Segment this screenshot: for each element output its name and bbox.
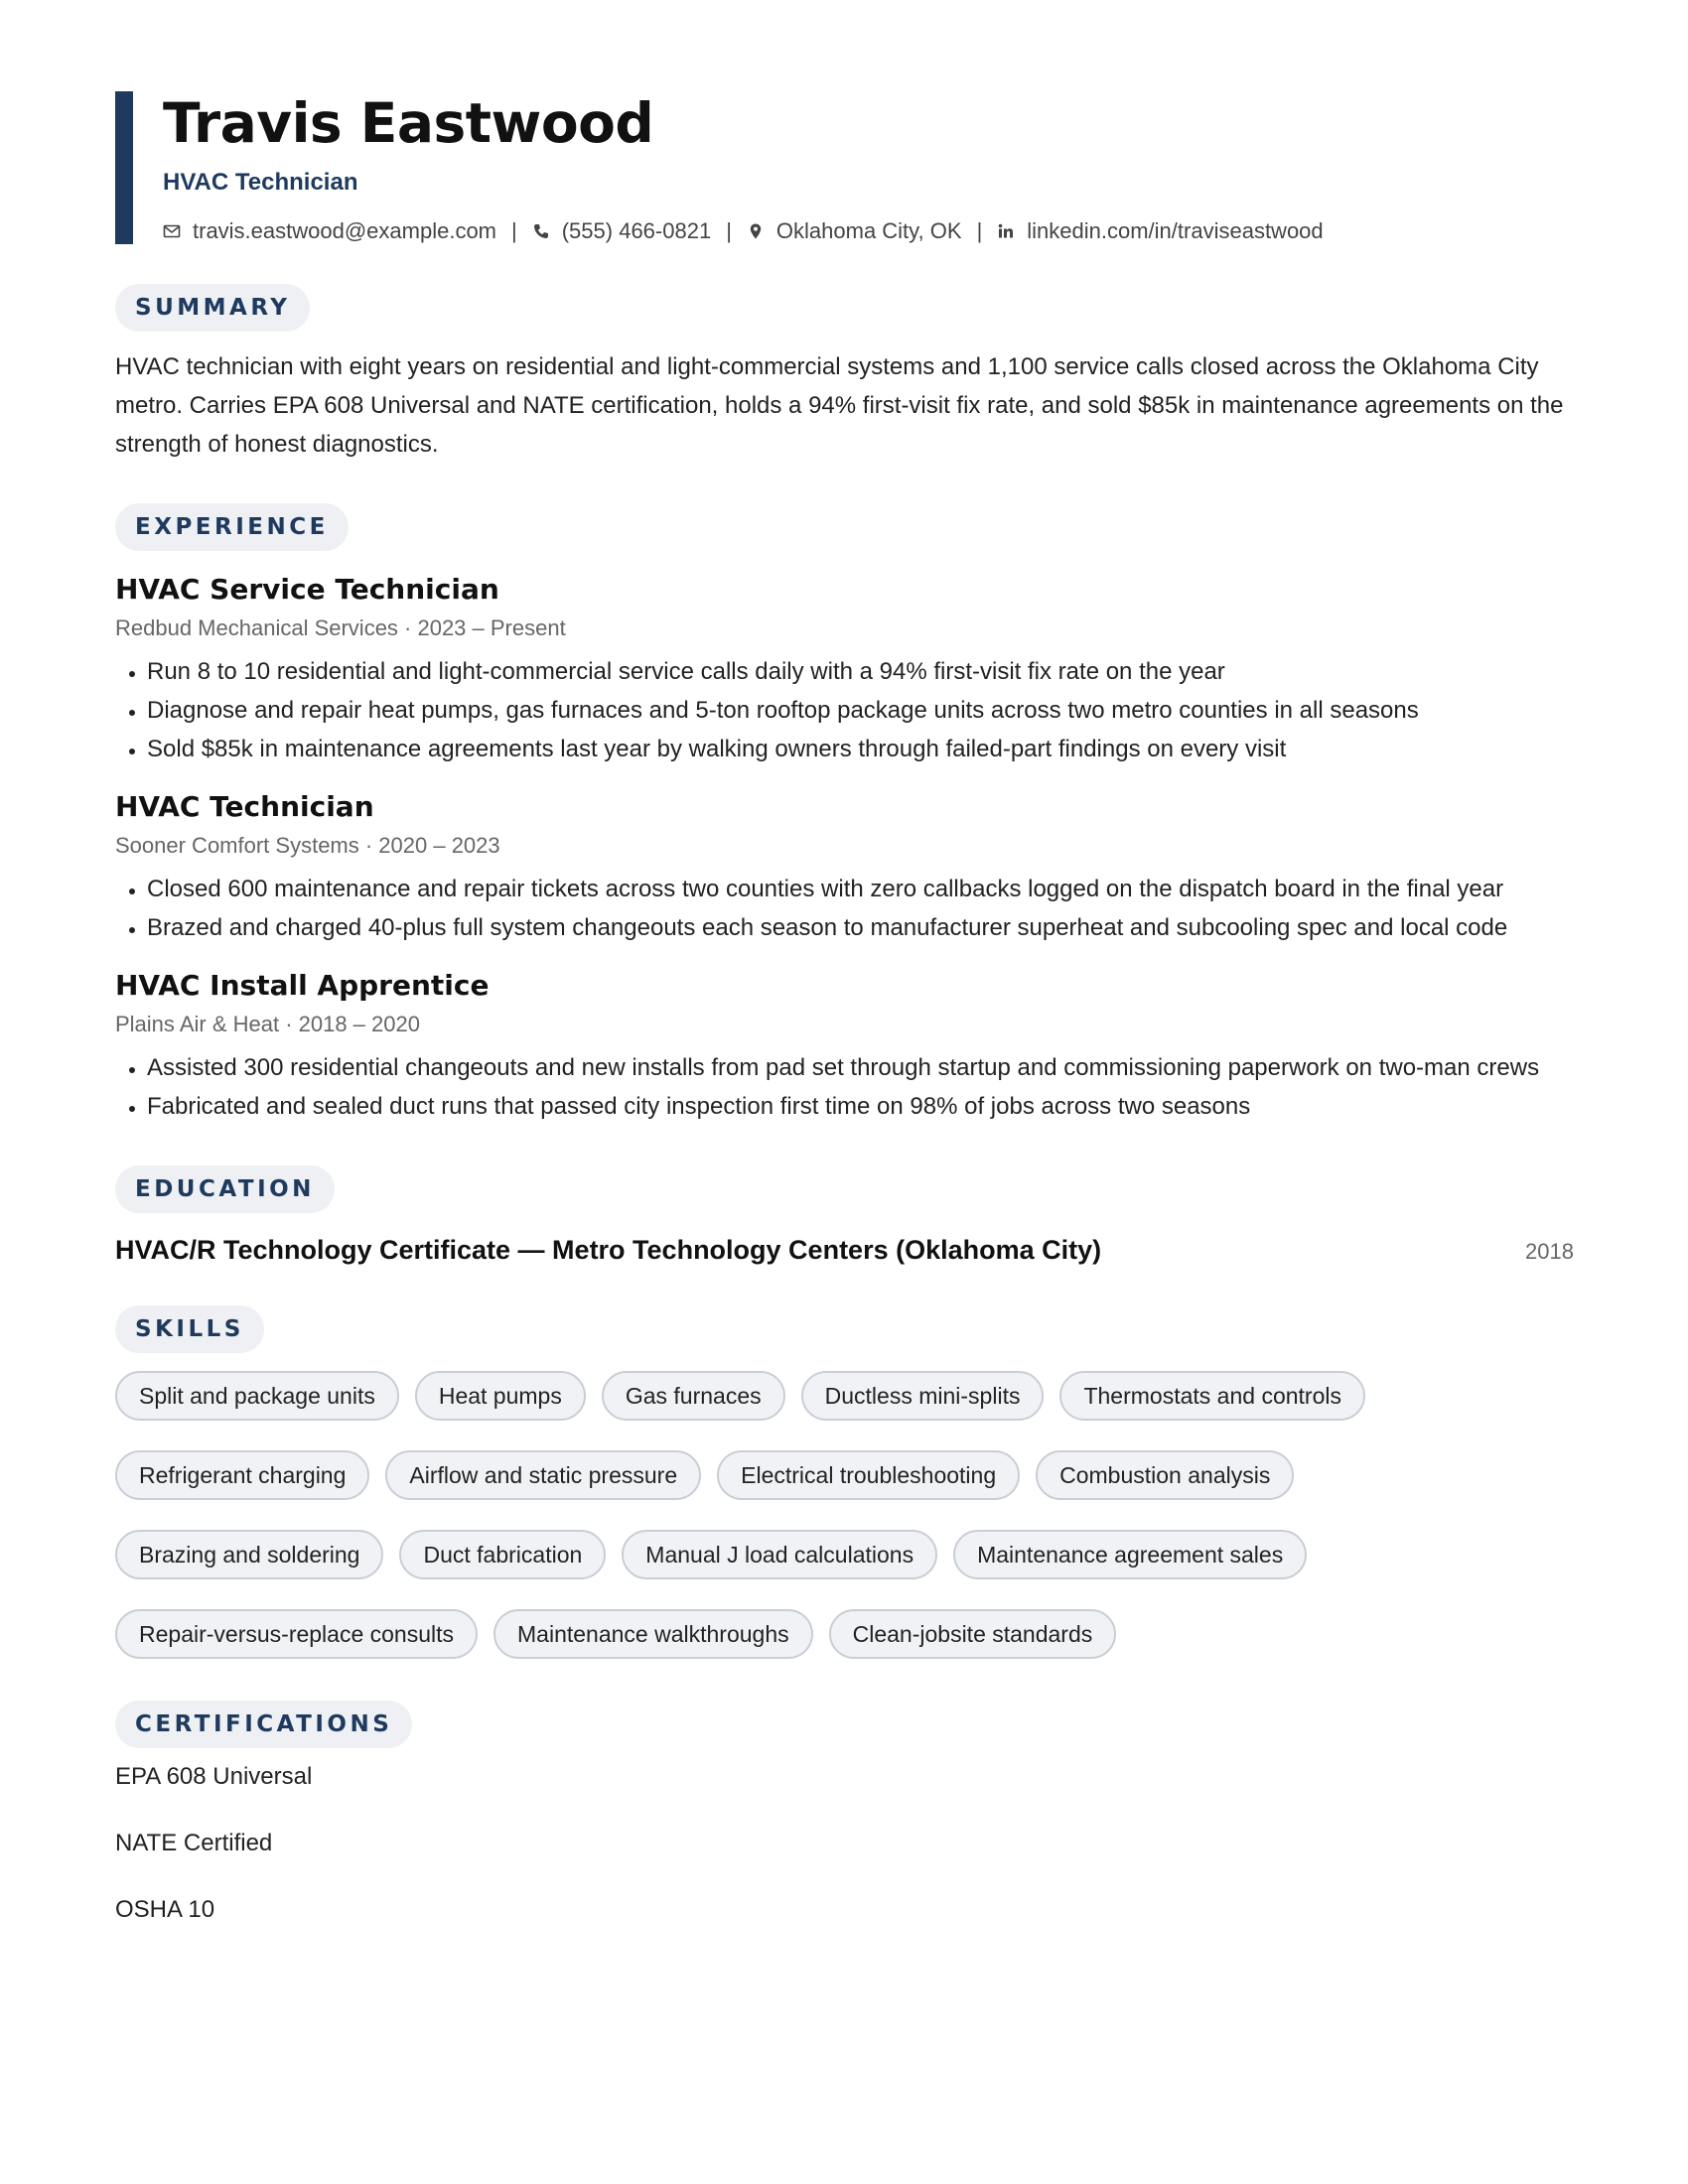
job-bullet: • Run 8 to 10 residential and light-commercial service calls daily with a 94% first-visit fix rate on the year (147, 652, 1574, 691)
skill-chip: Combustion analysis (1036, 1450, 1294, 1500)
contact-phone-text: (555) 466-0821 (561, 218, 712, 243)
contact-phone[interactable] (532, 218, 711, 244)
phone-icon (532, 222, 550, 240)
skill-chip: Ductless mini-splits (801, 1371, 1045, 1421)
certification-item: EPA 608 Universal (115, 1763, 313, 1790)
resume-content (115, 91, 1574, 1962)
education-year: 2018 (1525, 1239, 1574, 1264)
certification-item: NATE Certified (115, 1830, 273, 1856)
job-title: HVAC Service Technician (115, 573, 499, 606)
job-bullet: • Assisted 300 residential changeouts and new installs from pad set through startup and commissioning paperwork on two-man crews (147, 1048, 1574, 1087)
header-accent-bar (115, 91, 133, 244)
skill-chip: Electrical troubleshooting (717, 1450, 1020, 1500)
skill-chip: Refrigerant charging (115, 1450, 369, 1500)
job-bullet: • Closed 600 maintenance and repair tickets across two counties with zero callbacks logged on the dispatch board in the final year (147, 870, 1574, 908)
skill-chip: Thermostats and controls (1059, 1371, 1365, 1421)
location-pin-icon (747, 222, 765, 240)
skill-chip: Duct fabrication (399, 1530, 606, 1579)
contact-location-text: Oklahoma City, OK (775, 218, 962, 243)
job-meta: Redbud Mechanical Services · 2023 – Present (115, 615, 566, 640)
contact-linkedin-text: linkedin.com/in/traviseastwood (1027, 218, 1324, 243)
skill-chip: Maintenance walkthroughs (493, 1609, 813, 1659)
job-bullet: • Fabricated and sealed duct runs that passed city inspection first time on 98% of jobs across two seasons (147, 1087, 1574, 1126)
certifications-list (115, 1762, 1574, 1925)
skill-chip: Gas furnaces (602, 1371, 785, 1421)
contact-email[interactable] (163, 218, 496, 244)
resume-header (115, 91, 1574, 244)
skill-chip: Heat pumps (415, 1371, 586, 1421)
education-title: HVAC/R Technology Certificate — Metro Technology Centers (Oklahoma City) (115, 1235, 1102, 1265)
job-entry (115, 790, 1574, 947)
job-meta: Plains Air & Heat · 2018 – 2020 (115, 1012, 420, 1036)
skill-chip: Maintenance agreement sales (953, 1530, 1307, 1579)
candidate-name: Travis Eastwood (163, 91, 654, 155)
contact-linkedin[interactable] (997, 218, 1323, 244)
job-title: HVAC Install Apprentice (115, 969, 490, 1002)
skills-list (115, 1371, 1574, 1659)
contact-line (163, 218, 1574, 244)
contact-email-text: travis.eastwood@example.com (193, 218, 497, 243)
certification-item: OSHA 10 (115, 1896, 215, 1923)
certifications-heading: CERTIFICATIONS (115, 1701, 412, 1748)
skill-chip: Repair-versus-replace consults (115, 1609, 478, 1659)
skills-heading: SKILLS (115, 1305, 264, 1353)
skill-chip: Clean-jobsite standards (829, 1609, 1117, 1659)
mail-icon (163, 222, 181, 240)
job-bullets (115, 1048, 1574, 1126)
contact-separator: | (726, 218, 732, 243)
job-entry (115, 573, 1574, 768)
summary-text: HVAC technician with eight years on residential and light-commercial systems and 1,100 service calls closed across the Oklahoma City metro. Carries EPA 608 Universal and NATE certification, holds a 94% first-visit fix rate, and sold $85k in maintenance agreements on the strength of honest diagnostics. (115, 353, 1564, 458)
job-bullet: • Diagnose and repair heat pumps, gas furnaces and 5-ton rooftop package units across two metro counties in all seasons (147, 691, 1574, 730)
education-entry (115, 1235, 1574, 1266)
job-bullet: • Brazed and charged 40-plus full system changeouts each season to manufacturer superheat and subcooling spec and local code (147, 908, 1574, 947)
education-heading: EDUCATION (115, 1165, 335, 1213)
contact-separator: | (511, 218, 517, 243)
skill-chip: Airflow and static pressure (385, 1450, 701, 1500)
job-bullet: • Sold $85k in maintenance agreements last year by walking owners through failed-part findings on every visit (147, 730, 1574, 768)
skill-chip: Split and package units (115, 1371, 399, 1421)
contact-separator: | (976, 218, 983, 243)
job-bullets (115, 652, 1574, 768)
summary-heading: SUMMARY (115, 284, 310, 332)
job-bullets (115, 870, 1574, 947)
experience-heading: EXPERIENCE (115, 503, 349, 551)
job-meta: Sooner Comfort Systems · 2020 – 2023 (115, 833, 500, 858)
skill-chip: Brazing and soldering (115, 1530, 383, 1579)
contact-location (747, 218, 962, 244)
candidate-title: HVAC Technician (163, 169, 358, 196)
skill-chip: Manual J load calculations (622, 1530, 937, 1579)
job-title: HVAC Technician (115, 790, 374, 823)
linkedin-icon (997, 222, 1015, 240)
job-entry (115, 969, 1574, 1126)
